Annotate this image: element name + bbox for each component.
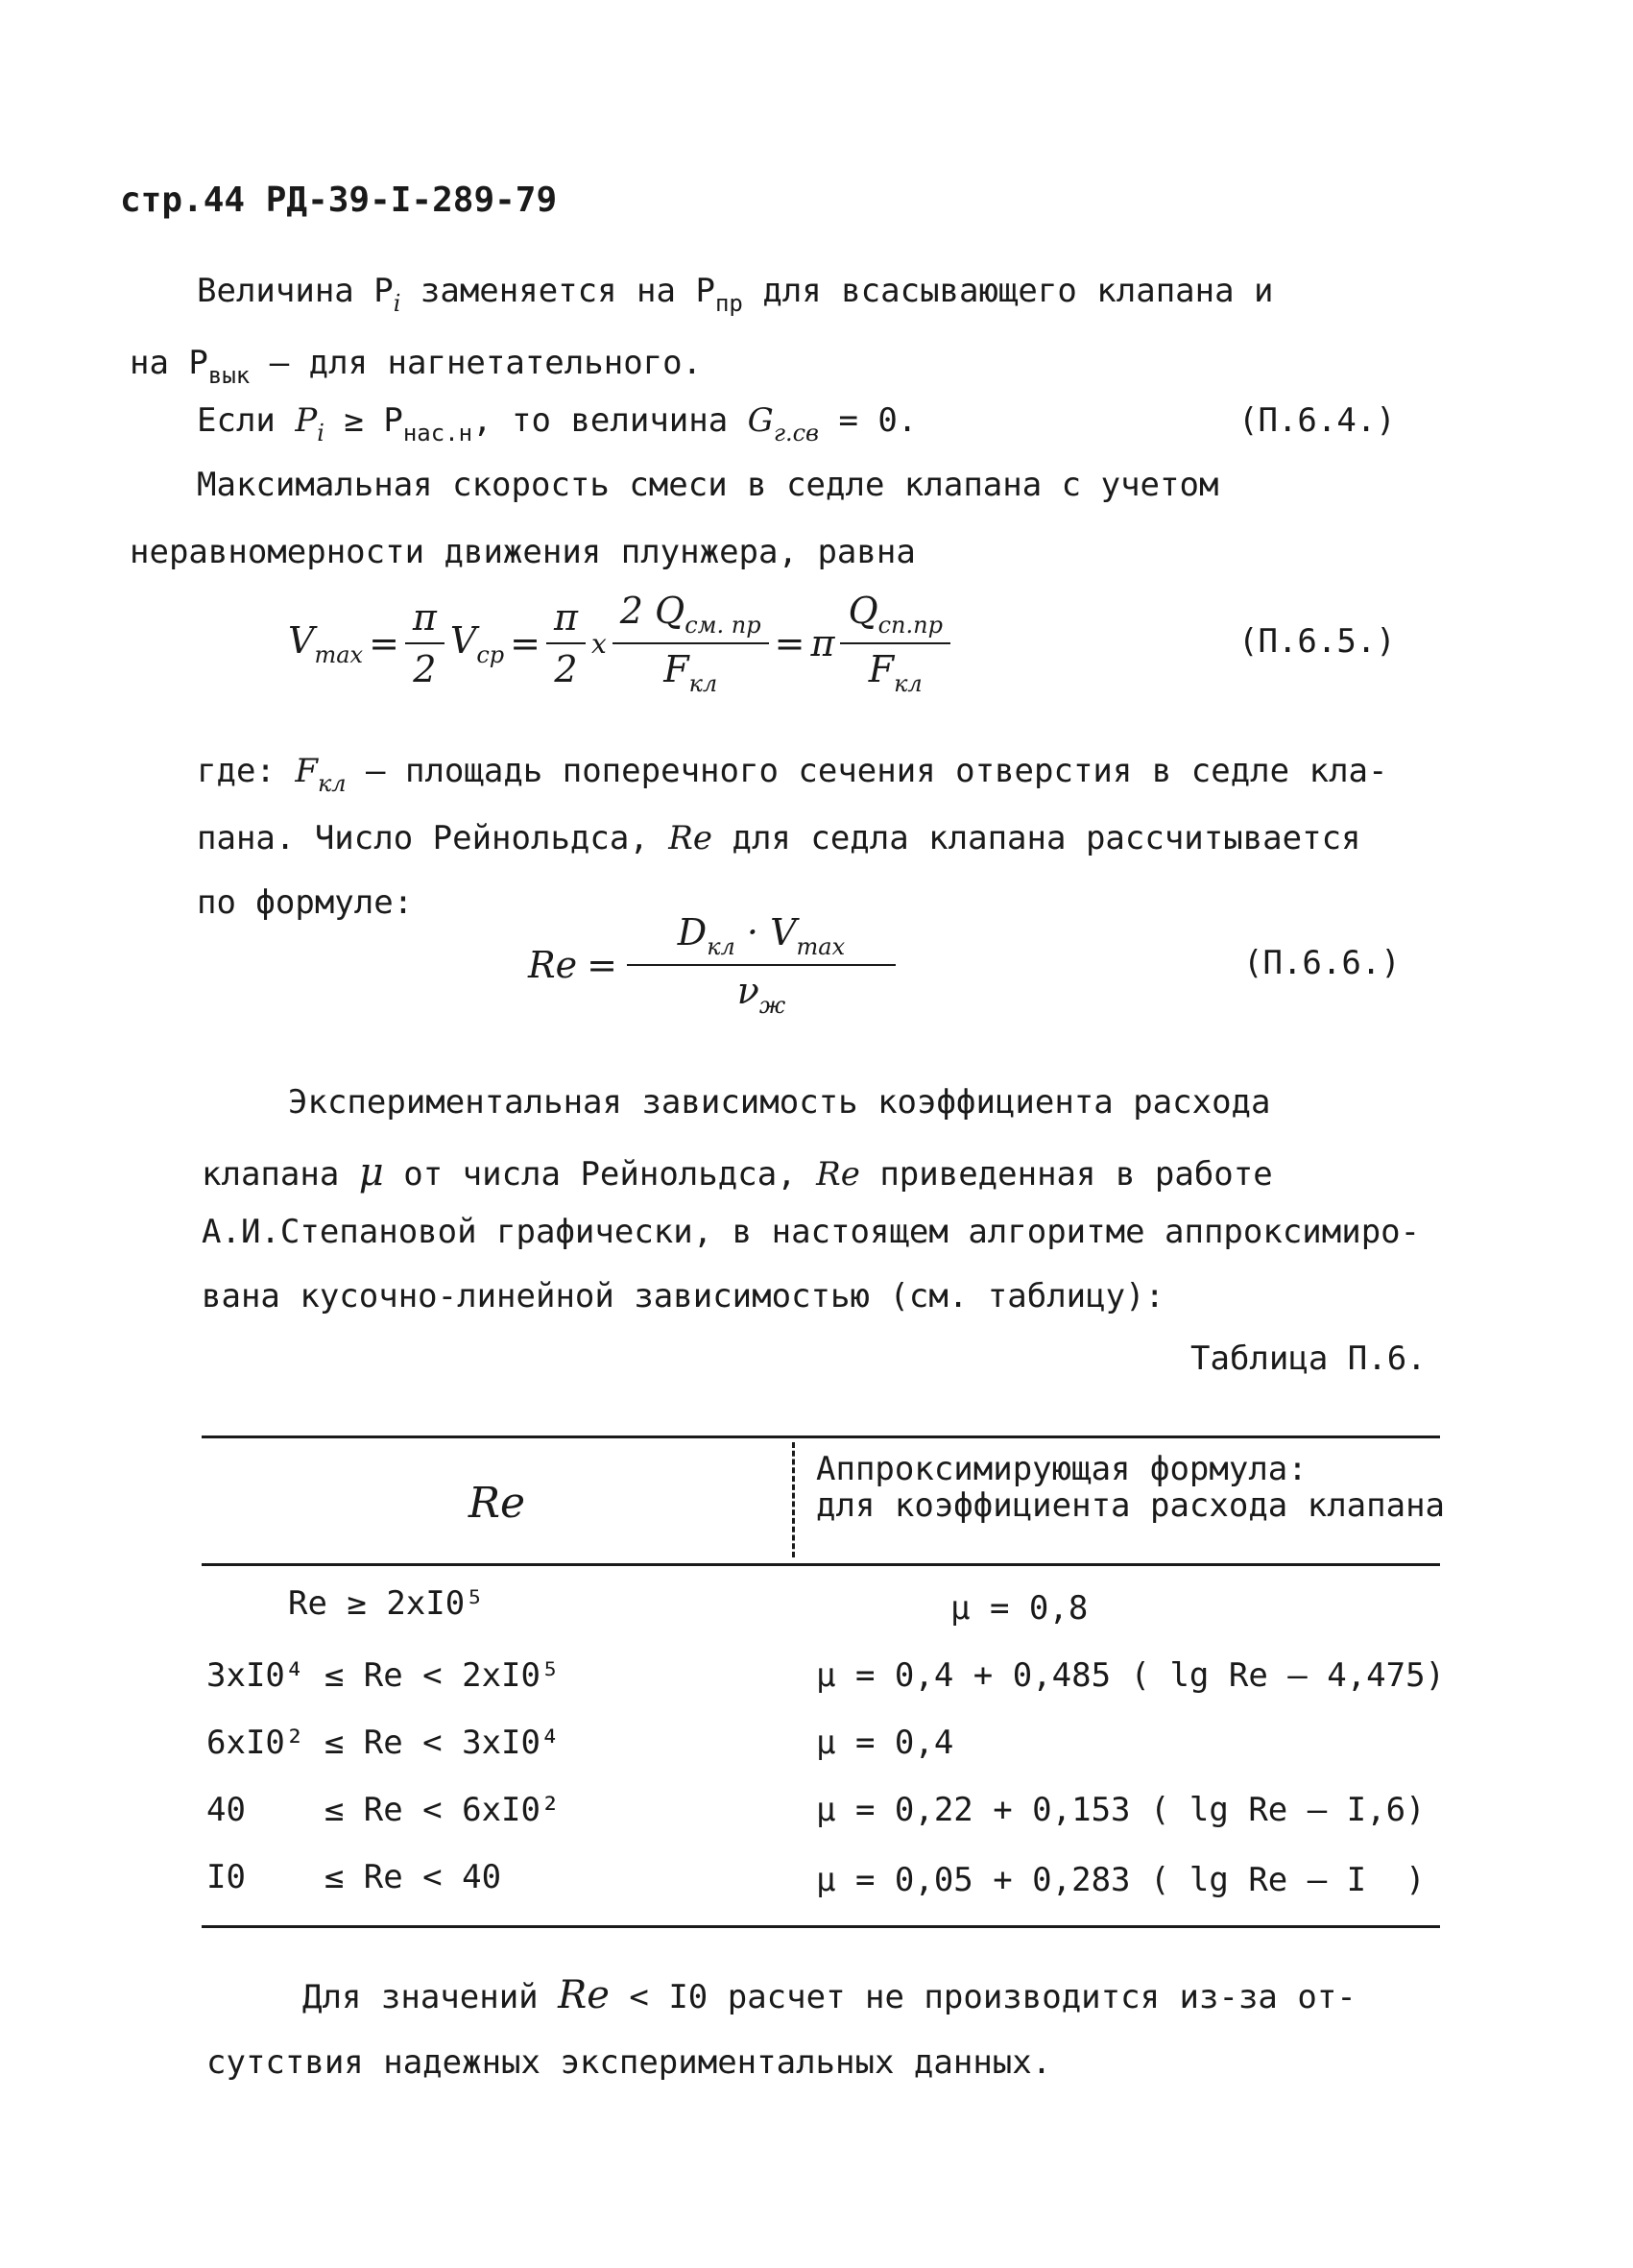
symbol-p-vyk: P — [188, 344, 208, 382]
table-header-rule — [202, 1563, 1440, 1566]
table-row-5-right: μ = 0,05 + 0,283 ( lg Re – I ) — [816, 1861, 1426, 1899]
symbol-p-i: P — [295, 401, 318, 440]
formula-p-6-5 — [288, 591, 950, 696]
text: заменяется на — [400, 272, 696, 310]
subscript: пр — [714, 290, 743, 317]
table-bottom-rule — [202, 1925, 1440, 1928]
text: клапана — [202, 1155, 359, 1194]
table-row-1-right: μ = 0,8 — [950, 1589, 1089, 1628]
fraction-reynolds: $\frac{D_{кл} \cdot V_{max}}{\nu_ж}$ — [627, 911, 896, 1019]
text: для всасывающего клапана и — [742, 272, 1274, 310]
page-header: стр.44 РД-39-I-289-79 — [120, 181, 558, 220]
table-row-1-left: Re ≥ 2xI0⁵ — [288, 1584, 485, 1623]
times: x — [590, 627, 607, 660]
symbol-re: Re — [558, 1973, 610, 2017]
table-row-5-left: I0 ≤ Re < 40 — [206, 1858, 502, 1896]
text: – площадь поперечного сечения отверстия в седле кла- — [346, 752, 1388, 790]
fraction-q-over-f: $\frac{2 Q_{см. пр}}{F_{кл}}$ — [612, 590, 769, 697]
symbol-g: G — [747, 401, 774, 440]
paragraph-1-line-2 — [130, 344, 702, 389]
paragraph-2-line-1: Максимальная скорость смеси в седле клапана с учетом — [197, 466, 1219, 504]
subscript: г.св — [773, 420, 820, 446]
fraction-pi-over-2: $\frac{\pi}{2}$ — [546, 596, 586, 690]
table-row-3-left: 6xI0² ≤ Re < 3xI0⁴ — [206, 1724, 561, 1762]
pi: π — [810, 622, 835, 664]
paragraph-1-line-1 — [197, 272, 1274, 317]
re: Re — [528, 944, 578, 986]
equation-number-p-6-6: (П.6.6.) — [1243, 944, 1401, 982]
table-row-4-right: μ = 0,22 + 0,153 ( lg Re – I,6) — [816, 1791, 1426, 1829]
equals: = — [369, 622, 399, 664]
v-cp: $V_{ср}$ — [449, 618, 505, 668]
symbol-re: Re — [668, 819, 713, 857]
symbol-p-nas: P — [383, 401, 403, 440]
table-caption: Таблица П.6. — [1190, 1339, 1427, 1378]
text: , то величина — [472, 401, 748, 440]
subscript: вык — [207, 362, 251, 389]
text: Для значений — [302, 1978, 559, 2016]
subscript: i — [317, 420, 324, 446]
paragraph-2-line-2: неравномерности движения плунжера, равна — [130, 533, 916, 571]
table-row-2-right: μ = 0,4 + 0,485 ( lg Re – 4,475) — [816, 1656, 1446, 1695]
paragraph-5-line-2: сутствия надежных экспериментальных данных. — [206, 2043, 1052, 2082]
paragraph-3-line-3: по формуле: — [197, 883, 414, 922]
paragraph-3-line-1 — [197, 752, 1387, 797]
text: где: — [197, 752, 296, 790]
text: для седла клапана рассчитывается — [712, 819, 1361, 857]
text: < I0 расчет не производится из-за от- — [609, 1978, 1357, 2016]
fraction-q-sp-over-f: $\frac{Q_{сп.пр}}{F_{кл}}$ — [840, 590, 950, 697]
table-top-rule — [202, 1436, 1440, 1438]
table-header-re: Re — [468, 1479, 526, 1528]
text: = 0. — [819, 401, 918, 440]
fraction-pi-over-2: $\frac{\pi}{2}$ — [405, 596, 444, 690]
formula-p-6-6 — [528, 912, 896, 1018]
paragraph-4-line-1: Экспериментальная зависимость коэффициента расхода — [288, 1083, 1271, 1122]
symbol-p-i: P — [373, 272, 394, 310]
symbol-mu: μ — [358, 1150, 384, 1194]
equals: = — [774, 622, 805, 664]
table-header-formula-1: Аппроксимирующая формула: — [816, 1450, 1308, 1488]
symbol-re: Re — [816, 1155, 860, 1194]
text: приведенная в работе — [859, 1155, 1273, 1194]
equation-number-p-6-5: (П.6.5.) — [1238, 622, 1396, 661]
paragraph-4-line-4: вана кусочно-линейной зависимостью (см. таблицу): — [202, 1277, 1165, 1315]
v-max: $V_{max}$ — [288, 618, 364, 668]
paragraph-3-line-2 — [197, 819, 1361, 857]
table-row-3-right: μ = 0,4 — [816, 1724, 954, 1762]
table-header-formula-2: для коэффициента расхода клапана — [816, 1486, 1446, 1525]
table-column-divider — [792, 1442, 795, 1557]
paragraph-5-line-1 — [302, 1973, 1357, 2017]
equation-number-p-6-4: (П.6.4.) — [1238, 401, 1396, 440]
symbol-p-pr: P — [695, 272, 715, 310]
text: пана. Число Рейнольдса, — [197, 819, 669, 857]
subscript: i — [393, 290, 401, 317]
text: – для нагнетательного. — [250, 344, 703, 382]
ge-sign: ≥ — [324, 401, 384, 440]
equals: = — [510, 622, 540, 664]
text: на — [130, 344, 189, 382]
symbol-f-kl: F — [295, 752, 318, 790]
paragraph-4-line-2 — [202, 1150, 1273, 1194]
subscript: кл — [317, 770, 347, 797]
table-row-4-left: 40 ≤ Re < 6xI0² — [206, 1791, 561, 1829]
subscript: нас.н — [402, 420, 473, 446]
text: от числа Рейнольдса, — [383, 1155, 817, 1194]
table-row-2-left: 3xI0⁴ ≤ Re < 2xI0⁵ — [206, 1656, 561, 1695]
condition-line — [197, 401, 917, 446]
paragraph-4-line-3: А.И.Степановой графически, в настоящем алгоритме аппроксимиро- — [202, 1213, 1421, 1251]
text: Величина — [197, 272, 374, 310]
text: Если — [197, 401, 296, 440]
equals: = — [587, 944, 617, 986]
